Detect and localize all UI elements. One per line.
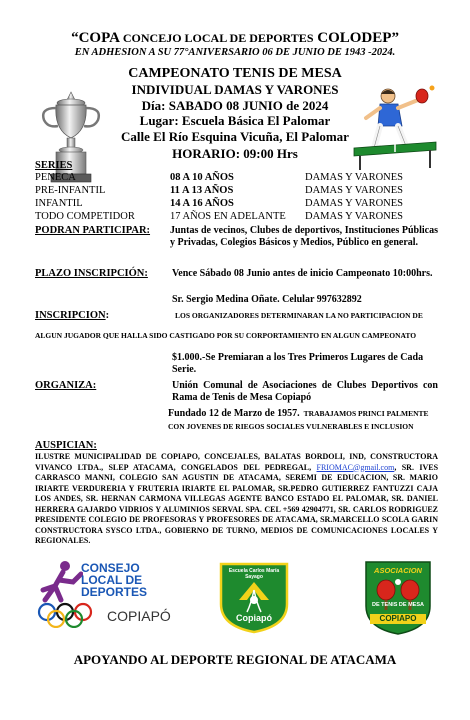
- inscripcion-label: [35, 310, 109, 322]
- inscripcion-label-text: INSCRIPCION: [35, 310, 106, 321]
- series-ages: 11 A 13 AÑOS: [170, 185, 234, 196]
- series-name: TODO COMPETIDOR: [35, 211, 135, 222]
- series-gender: DAMAS Y VARONES: [305, 172, 404, 183]
- asociacion-mid-text: DE TENIS DE MESA: [372, 602, 424, 608]
- auspician-text: [35, 452, 438, 547]
- title-middle: CONCEJO LOCAL DE DEPORTES: [122, 31, 314, 45]
- participar-label: PODRAN PARTICIPAR:: [35, 225, 151, 236]
- series-gender: DAMAS Y VARONES: [305, 211, 404, 222]
- auspician-text-2: , SR. IVES CARRASCO MANNI, COLEGIO SAN AGUSTIN DE ATACAMA, SEREMI DE EDUCACION, SR. MARIO IRIARTE VERDURERIA Y FRUTERIA IRIARTE EL PALOMAR, SR.PEDRO GUTIERREZ FANTUZZI CAJA LOS ANDES, SR. HERNAN CARMONA VILLEGAS AGENTE BANCO ESTADO EL PALOMAR, SR. DANIEL HERRERA GAJARDO VIDRIOS Y ALUMINIOS SERVAL SPA. CEL +569 42904771, SR. CARLOS RODRIGUEZ PRESIDENTE COLEGIO DE PROFESORAS Y PROFESORES DE ATACAMA, SR.MARCELLO SCOLA GARIN CONSTRUCTORA SYSCO LTDA., GOBIERNO DE TURNO, MEDIOS DE COMUNICACIONES LOCALES Y REGIONALES.: [35, 462, 439, 545]
- category-line: INDIVIDUAL DAMAS Y VARONES: [131, 82, 339, 97]
- anniversary-subtitle: EN ADHESION A SU 77°ANIVERSARIO 06 DE JUNIO DE 1943 -2024.: [74, 47, 396, 58]
- consejo-line-3: DEPORTES: [81, 585, 148, 599]
- asociacion-top-text: ASOCIACION: [374, 566, 422, 575]
- asociacion-logo: [362, 560, 434, 636]
- consejo-line-1: CONSEJO: [81, 561, 140, 575]
- event-title: “COPA CONCEJO LOCAL DE DEPORTES COLODEP”: [71, 30, 399, 46]
- address-line: Calle El Río Esquina Vicuña, El Palomar: [121, 129, 349, 144]
- athlete-silhouette-icon: [35, 560, 83, 604]
- inscripcion-note-a: LOS ORGANIZADORES DETERMINARAN LA NO PARTICIPACION DE: [175, 311, 423, 320]
- title-copa: COPA: [78, 30, 120, 46]
- escuela-name: Escuela Carlos María Sayago: [228, 568, 280, 580]
- series-ages: 17 AÑOS EN ADELANTE: [170, 211, 286, 222]
- olympic-rings-icon: [37, 602, 109, 628]
- escuela-logo: [217, 560, 291, 634]
- series-name: INFANTIL: [35, 198, 83, 209]
- title-end: COLODEP: [317, 30, 392, 46]
- series-gender: DAMAS Y VARONES: [305, 185, 404, 196]
- organiza-founded: Fundado 12 de Marzo de 1957.: [168, 408, 300, 419]
- prize-text: $1.000.-Se Premiaran a los Tres Primeros Lugares de Cada Serie.: [172, 352, 424, 375]
- auspician-text-1: ILUSTRE MUNICIPALIDAD DE COPIAPO, CONCEJALES, BALATAS BORDOLI, IND, CONSTRUCTORA VIVANCO LTDA., SLEP ATACAMA, CONGELADOS DEL PEDREGAL,: [35, 452, 438, 472]
- sponsor-email-link[interactable]: FRIOMAC@gmail.com: [316, 462, 395, 472]
- participar-text: Juntas de vecinos, Clubes de deportivos, Instituciones Públicas y Privadas, Colegios Básicos y Medios, Público en general.: [170, 225, 438, 248]
- plazo-contact: Sr. Sergio Medina Oñate. Celular 997632892: [172, 294, 362, 305]
- series-name: PRE-INFANTIL: [35, 185, 106, 196]
- inscripcion-colon: :: [105, 310, 110, 321]
- series-ages: 08 A 10 AÑOS: [170, 172, 234, 183]
- footer-slogan: APOYANDO AL DEPORTE REGIONAL DE ATACAMA: [73, 652, 397, 667]
- consejo-logo: [35, 560, 190, 630]
- consejo-city: COPIAPÓ: [107, 608, 171, 624]
- organiza-text: Unión Comunal de Asociaciones de Clubes Deportivos con Rama de Tenis de Mesa Copiapó: [172, 380, 438, 403]
- organiza-founded-tail: TRABAJAMOS PRINCI PALMENTE CON JOVENES DE RIEGOS SOCIALES VULNERABLES E INCLUSION: [168, 409, 429, 431]
- series-gender: DAMAS Y VARONES: [305, 198, 404, 209]
- escuela-city: Copiapó: [236, 613, 272, 623]
- consejo-line-2: LOCAL DE: [81, 573, 143, 587]
- series-heading: SERIES: [35, 160, 73, 171]
- series-name: PENECA: [35, 172, 76, 183]
- consejo-logo-text: [81, 562, 147, 598]
- plazo-label: PLAZO INSCRIPCIÓN:: [35, 268, 148, 279]
- inscripcion-note-b: ALGUN JUGADOR QUE HALLA SIDO CASTIGADO POR SU CORPORTAMIENTO EN ALGUN CAMPEONATO: [35, 331, 417, 340]
- date-line: Día: SABADO 08 JUNIO de 2024: [141, 98, 329, 113]
- table-tennis-player-icon: [350, 82, 440, 172]
- championship-line: CAMPEONATO TENIS DE MESA: [128, 66, 342, 81]
- series-ages: 14 A 16 AÑOS: [170, 198, 234, 209]
- plazo-text: Vence Sábado 08 Junio antes de inicio Campeonato 10:00hrs.: [172, 268, 433, 279]
- organiza-founded-block: [168, 406, 438, 432]
- schedule-line: HORARIO: 09:00 Hrs: [172, 146, 298, 161]
- auspician-label: AUSPICIAN:: [35, 440, 97, 451]
- organiza-label: ORGANIZA:: [35, 380, 97, 391]
- asociacion-city: COPIAPO: [379, 614, 417, 623]
- place-line: Lugar: Escuela Básica El Palomar: [139, 113, 331, 128]
